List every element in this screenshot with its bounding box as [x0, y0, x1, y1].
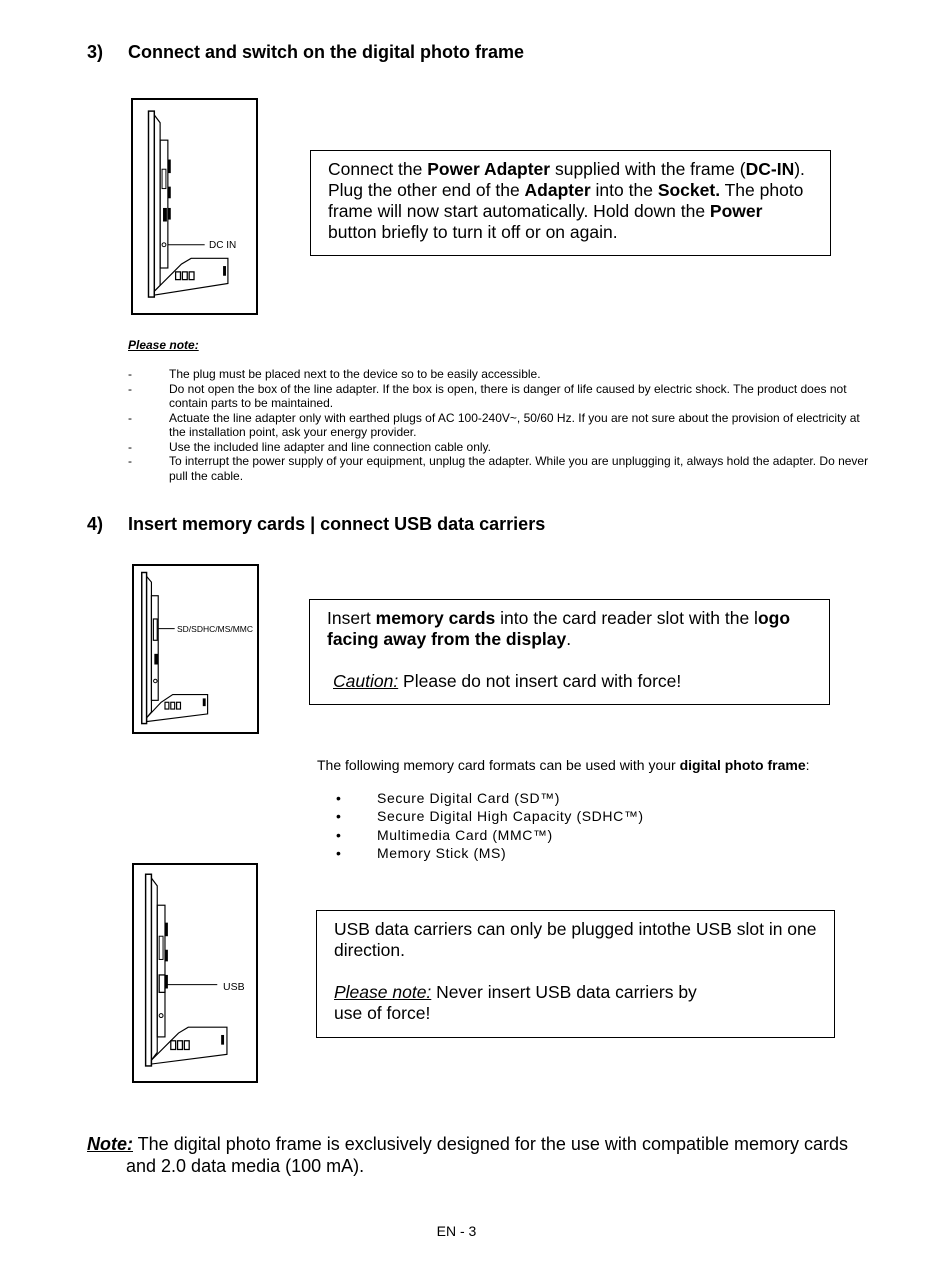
usb-note: Please note: Never insert USB data carriers by use of force! [334, 982, 697, 1023]
memory-card-caution: Caution: Please do not insert card with force! [333, 671, 682, 691]
page-number: EN - 3 [436, 1223, 477, 1239]
list-item: - To interrupt the power supply of your equipment, unplug the adapter. While you are unplugging it, always hold the adapter. Do never pull the cable. [128, 454, 869, 483]
list-item: - Actuate the line adapter only with earthed plugs of AC 100-240V~, 50/60 Hz. If you are not sure about the provision of electricity at the installation point, ask your energy provider. [128, 410, 860, 439]
card-slot-label: SD/SDHC/MS/MMC [177, 624, 254, 634]
memory-formats-intro: The following memory card formats can be used with your digital photo frame: [317, 757, 810, 773]
dc-in-label: DC IN [209, 240, 237, 251]
section-3-heading [87, 42, 887, 66]
usb-instructions: USB data carriers can only be plugged intothe USB slot in one direction. [334, 919, 817, 960]
frame-side-illustration-card-slot [132, 564, 259, 734]
power-adapter-callout [310, 150, 831, 256]
list-item: - Use the included line adapter and line connection cable only. [128, 439, 491, 454]
list-item: • Secure Digital Card (SD™) [336, 790, 561, 806]
note-label: Note: [87, 1134, 133, 1154]
compatibility-note [87, 1133, 856, 1177]
photo-frame-card-slot-icon [134, 566, 257, 732]
memory-card-instructions: Insert memory cards into the card reader slot with the logo facing away from the display. [327, 608, 791, 649]
photo-frame-side-view-icon [133, 100, 256, 313]
please-note-title: Please note: [128, 338, 199, 352]
list-item: - The plug must be placed next to the device so to be easily accessible. [128, 367, 541, 381]
section-3-number: 3) [87, 42, 104, 62]
usb-label: USB [223, 981, 245, 993]
list-item: - Do not open the box of the line adapter. If the box is open, there is danger of life caused by electric shock. The product does not contain parts to be maintained. [128, 381, 847, 410]
list-item: • Memory Stick (MS) [336, 844, 507, 861]
safety-notes-list [128, 367, 873, 483]
photo-frame-usb-icon [134, 865, 256, 1081]
list-item: • Multimedia Card (MMC™) [336, 826, 553, 843]
usb-callout [316, 910, 835, 1038]
memory-formats-list [336, 789, 836, 862]
section-4-title: Insert memory cards | connect USB data carriers [128, 514, 546, 534]
frame-side-illustration-dc-in [131, 98, 258, 315]
section-3-title: Connect and switch on the digital photo frame [128, 42, 525, 62]
list-item: • Secure Digital High Capacity (SDHC™) [336, 808, 644, 825]
section-4-number: 4) [87, 514, 104, 534]
section-4-heading [87, 514, 887, 538]
memory-card-callout [309, 599, 830, 705]
power-adapter-instructions: Connect the Power Adapter supplied with the frame (DC-IN). Plug the other end of the Adapter into the Socket. The photo frame will now start automatically. Hold down the Power button briefly to turn it off or on again. [328, 159, 805, 242]
frame-side-illustration-usb [132, 863, 258, 1083]
note-text: The digital photo frame is exclusively designed for the use with compatible memory cards and 2.0 data media (100 mA). [126, 1134, 849, 1176]
